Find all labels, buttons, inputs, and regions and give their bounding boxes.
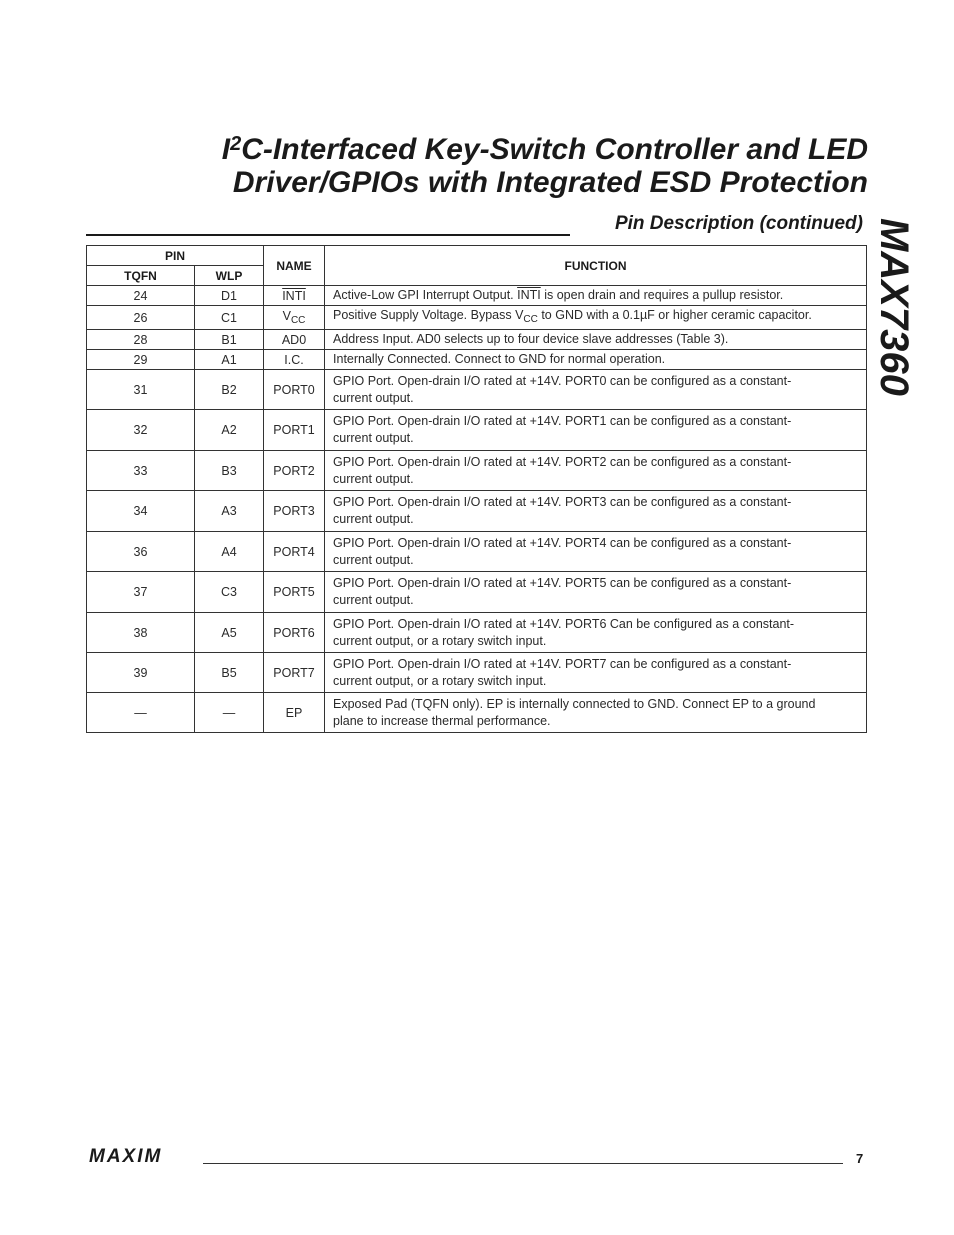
cell-name: I.C. xyxy=(264,350,325,370)
cell-tqfn: 36 xyxy=(87,532,195,572)
table-row xyxy=(87,653,867,693)
cell-name: PORT1 xyxy=(264,410,325,451)
cell-tqfn: 28 xyxy=(87,330,195,350)
cell-tqfn: 29 xyxy=(87,350,195,370)
cell-wlp: — xyxy=(195,693,264,733)
cell-name: PORT4 xyxy=(264,532,325,572)
side-part-number xyxy=(858,218,928,396)
table-row xyxy=(87,286,867,306)
title-line-1: $I^2C$-Interfaced Key-Switch Controller and LED xyxy=(221,133,868,166)
cell-tqfn: 34 xyxy=(87,491,195,532)
cell-tqfn: 24 xyxy=(87,286,195,306)
cell-wlp: B1 xyxy=(195,330,264,350)
table-row xyxy=(87,613,867,653)
cell-wlp: D1 xyxy=(195,286,264,306)
header-tqfn: TQFN xyxy=(87,266,195,286)
cell-wlp: A1 xyxy=(195,350,264,370)
table-row xyxy=(87,410,867,451)
cell-name: EP xyxy=(264,693,325,733)
cell-tqfn: 32 xyxy=(87,410,195,451)
maxim-logo-text: MAXIM xyxy=(89,1146,163,1165)
section-title: Pin Description (continued) xyxy=(614,213,863,234)
footer-rule xyxy=(203,1163,843,1164)
table-row xyxy=(87,370,867,410)
cell-function: GPIO Port. Open-drain I/O rated at +14V. PORT5 can be configured as a constant- current output. xyxy=(325,572,867,613)
cell-function: Address Input. AD0 selects up to four device slave addresses (Table 3). xyxy=(325,330,867,350)
cell-function: GPIO Port. Open-drain I/O rated at +14V. PORT7 can be configured as a constant- current output, or a rotary switch input. xyxy=(325,653,867,693)
cell-function: GPIO Port. Open-drain I/O rated at +14V. PORT0 can be configured as a constant- current output. xyxy=(325,370,867,410)
cell-wlp: C1 xyxy=(195,306,264,330)
cell-wlp: B5 xyxy=(195,653,264,693)
table-row xyxy=(87,572,867,613)
cell-name: INTI xyxy=(264,286,325,306)
cell-name: PORT7 xyxy=(264,653,325,693)
cell-name: PORT0 xyxy=(264,370,325,410)
cell-wlp: C3 xyxy=(195,572,264,613)
cell-function: GPIO Port. Open-drain I/O rated at +14V. PORT1 can be configured as a constant- current output. xyxy=(325,410,867,451)
cell-function: GPIO Port. Open-drain I/O rated at +14V. PORT4 can be configured as a constant- current output. xyxy=(325,532,867,572)
cell-function: GPIO Port. Open-drain I/O rated at +14V. PORT2 can be configured as a constant- current output. xyxy=(325,451,867,491)
page-title xyxy=(222,133,868,199)
cell-function: Positive Supply Voltage. Bypass $V_{CC}$ to GND with a 0.1µF or higher ceramic capacitor. xyxy=(325,306,867,330)
cell-wlp: B3 xyxy=(195,451,264,491)
table-row xyxy=(87,330,867,350)
table-row xyxy=(87,350,867,370)
cell-tqfn: 33 xyxy=(87,451,195,491)
cell-tqfn: 38 xyxy=(87,613,195,653)
table-row xyxy=(87,306,867,330)
header-pin: PIN xyxy=(87,246,264,266)
table-row xyxy=(87,693,867,733)
cell-wlp: A3 xyxy=(195,491,264,532)
cell-tqfn: 31 xyxy=(87,370,195,410)
cell-name: $V_{CC}$ xyxy=(264,306,325,330)
table-row xyxy=(87,491,867,532)
cell-name: PORT5 xyxy=(264,572,325,613)
cell-function: Exposed Pad (TQFN only). EP is internally connected to GND. Connect EP to a ground plane to increase thermal performance. xyxy=(325,693,867,733)
cell-function: GPIO Port. Open-drain I/O rated at +14V. PORT3 can be configured as a constant- current output. xyxy=(325,491,867,532)
cell-name: AD0 xyxy=(264,330,325,350)
page-number: 7 xyxy=(856,1151,864,1166)
cell-wlp: A4 xyxy=(195,532,264,572)
cell-tqfn: — xyxy=(87,693,195,733)
cell-wlp: B2 xyxy=(195,370,264,410)
header-name: NAME xyxy=(264,246,325,286)
cell-tqfn: 39 xyxy=(87,653,195,693)
cell-name: PORT3 xyxy=(264,491,325,532)
header-wlp: WLP xyxy=(195,266,264,286)
cell-wlp: A2 xyxy=(195,410,264,451)
table-row xyxy=(87,532,867,572)
cell-name: PORT6 xyxy=(264,613,325,653)
cell-function: GPIO Port. Open-drain I/O rated at +14V. PORT6 Can be configured as a constant- current output, or a rotary switch input. xyxy=(325,613,867,653)
cell-wlp: A5 xyxy=(195,613,264,653)
title-line-2: Driver/GPIOs with Integrated ESD Protection xyxy=(232,166,868,199)
side-part-number-text: MAX7360 xyxy=(872,218,916,396)
cell-tqfn: 37 xyxy=(87,572,195,613)
cell-function: Active-Low GPI Interrupt Output. INTI is open drain and requires a pullup resistor. xyxy=(325,286,867,306)
maxim-logo xyxy=(89,1145,201,1165)
cell-tqfn: 26 xyxy=(87,306,195,330)
pin-description-table xyxy=(86,245,867,733)
cell-name: PORT2 xyxy=(264,451,325,491)
header-function: FUNCTION xyxy=(325,246,867,286)
cell-function: Internally Connected. Connect to GND for normal operation. xyxy=(325,350,867,370)
section-rule xyxy=(86,234,570,236)
table-row xyxy=(87,451,867,491)
